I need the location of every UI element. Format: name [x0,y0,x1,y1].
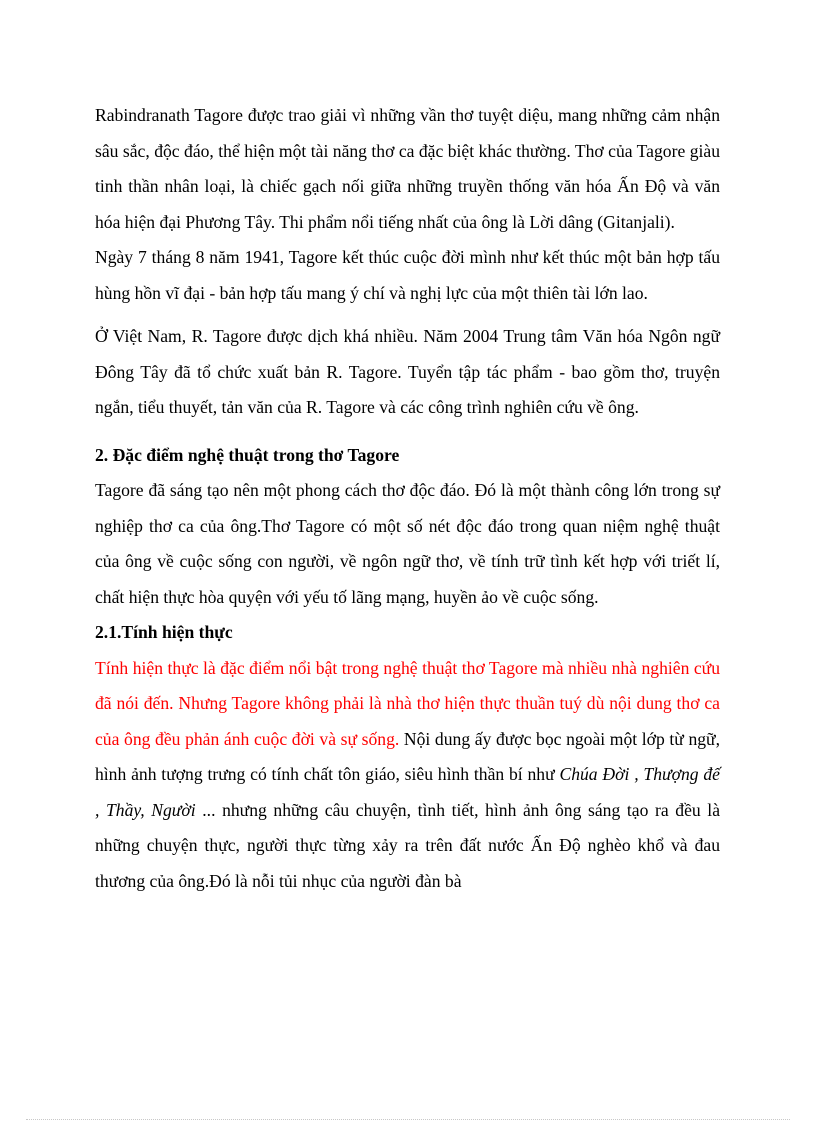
italic-text: Chúa Đời , Thượng đế , Thầy, Người [95,764,720,820]
paragraph-tagore-award: Rabindranath Tagore được trao giải vì những vần thơ tuyệt diệu, mang những cảm nhận sâu sắc, độc đáo, thể hiện một tài năng thơ ca đặc biệt khác thường. Thơ của Tagore giàu tinh thần nhân loại, là chiếc gạch nối giữa những truyền thống văn hóa Ấn Độ và văn hóa hiện đại Phương Tây. Thi phẩm nổi tiếng nhất của ông là Lời dâng (Gitanjali). [95,105,720,232]
document-body [95,98,720,899]
paragraph-realism [95,651,720,900]
body-text-continued: ... nhưng những câu chuyện, tình tiết, hình ảnh ông sáng tạo ra đều là những chuyện thực, người thực từng xảy ra trên đất nước Ấn Độ nghèo khổ và đau thương của ông.Đó là nỗi tủi nhục của người đàn bà [95,799,720,891]
paragraph-tagore-vietnam: Ở Việt Nam, R. Tagore được dịch khá nhiều. Năm 2004 Trung tâm Văn hóa Ngôn ngữ Đông Tây đã tổ chức xuất bản R. Tagore. Tuyển tập tác phẩm - bao gồm thơ, truyện ngắn, tiểu thuyết, tản văn của R. Tagore và các công trình nghiên cứu về ông. [95,326,720,417]
page-bottom-divider [26,1119,790,1120]
highlighted-text: Tính hiện thực là đặc điểm nổi bật trong nghệ thuật thơ Tagore mà nhiều nhà nghiên cứu đã nói đến. Nhưng Tagore không phải là nhà thơ hiện thực thuần tuý dù nội dung thơ ca của ông đều phản ánh cuộc đời và sự sống. [95,657,720,749]
section-heading-art-features: 2. Đặc điểm nghệ thuật trong thơ Tagore [95,444,400,465]
paragraph-unique-style: Tagore đã sáng tạo nên một phong cách thơ độc đáo. Đó là một thành công lớn trong sự nghiệp thơ ca của ông.Thơ Tagore có một số nét độc đáo trong quan niệm nghệ thuật của ông về cuộc sống con người, về ngôn ngữ thơ, về tính trữ tình kết hợp với triết lí, chất hiện thực hòa quyện với yếu tố lãng mạng, huyền ảo về cuộc sống. [95,480,720,607]
body-text: Nội dung ấy được bọc ngoài một lớp từ ngữ, hình ảnh tượng trưng có tính chất tôn giáo, siêu hình thần bí như [95,728,720,784]
subsection-heading-realism: 2.1.Tính hiện thực [95,622,233,642]
paragraph-tagore-death: Ngày 7 tháng 8 năm 1941, Tagore kết thúc cuộc đời mình như kết thúc một bản hợp tấu hùng hồn vĩ đại - bản hợp tấu mang ý chí và nghị lực của một thiên tài lớn lao. [95,247,720,303]
